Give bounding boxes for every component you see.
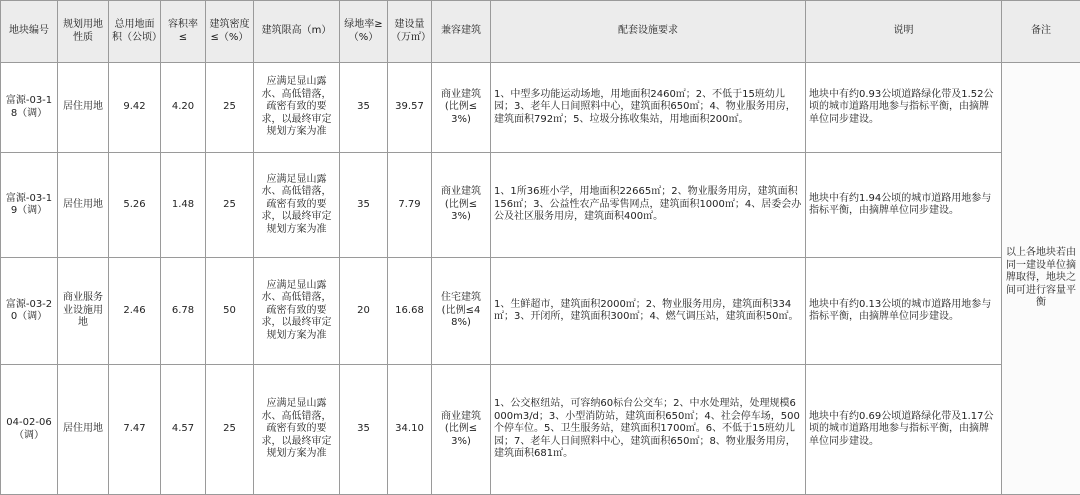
header-height-limit: 建筑限高（m） bbox=[254, 1, 340, 63]
cell-construction-volume: 39.57 bbox=[388, 63, 432, 153]
table-header-row bbox=[1, 1, 1080, 63]
cell-land-use: 居住用地 bbox=[58, 365, 109, 495]
cell-construction-volume: 16.68 bbox=[388, 258, 432, 365]
cell-total-area: 9.42 bbox=[109, 63, 161, 153]
cell-construction-volume: 34.10 bbox=[388, 365, 432, 495]
header-plot-no: 地块编号 bbox=[1, 1, 58, 63]
cell-note: 地块中有约1.94公顷的城市道路用地参与指标平衡，由摘牌单位同步建设。 bbox=[806, 153, 1002, 258]
cell-green-ratio: 35 bbox=[340, 63, 388, 153]
cell-construction-volume: 7.79 bbox=[388, 153, 432, 258]
cell-building-density: 50 bbox=[206, 258, 254, 365]
cell-land-use: 居住用地 bbox=[58, 63, 109, 153]
header-facility-requirements: 配套设施要求 bbox=[491, 1, 806, 63]
header-construction-volume: 建设量（万㎡） bbox=[388, 1, 432, 63]
table-row bbox=[1, 153, 1080, 258]
table-row bbox=[1, 365, 1080, 495]
header-floor-area-ratio: 容积率≤ bbox=[161, 1, 206, 63]
cell-note: 地块中有约0.69公顷道路绿化带及1.17公顷的城市道路用地参与指标平衡，由摘牌单位同步建设。 bbox=[806, 365, 1002, 495]
compatible-ratio: (比例≤3%) bbox=[435, 199, 487, 224]
table-row bbox=[1, 63, 1080, 153]
header-green-ratio: 绿地率≥（%） bbox=[340, 1, 388, 63]
table-row bbox=[1, 258, 1080, 365]
cell-plot-no: 04-02-06（调） bbox=[1, 365, 58, 495]
header-land-use: 规划用地性质 bbox=[58, 1, 109, 63]
cell-plot-no: 富源-03-18（调） bbox=[1, 63, 58, 153]
cell-facility-requirements: 1、生鲜超市，建筑面积2000㎡；2、物业服务用房，建筑面积334㎡；3、开闭所，建筑面积300㎡；4、燃气调压站，建筑面积50㎡。 bbox=[491, 258, 806, 365]
cell-total-area: 5.26 bbox=[109, 153, 161, 258]
cell-green-ratio: 20 bbox=[340, 258, 388, 365]
cell-green-ratio: 35 bbox=[340, 365, 388, 495]
cell-facility-requirements: 1、中型多功能运动场地，用地面积2460㎡；2、不低于15班幼儿园；3、老年人日间照料中心，建筑面积650㎡；4、物业服务用房，建筑面积792㎡；5、垃圾分拣收集站，用地面积200㎡。 bbox=[491, 63, 806, 153]
compatible-ratio: (比例≤3%) bbox=[435, 423, 487, 448]
header-remark: 备注 bbox=[1002, 1, 1080, 63]
cell-floor-area-ratio: 4.57 bbox=[161, 365, 206, 495]
cell-height-limit: 应满足显山露水、高低错落，疏密有致的要求，以最终审定规划方案为准 bbox=[254, 63, 340, 153]
cell-total-area: 2.46 bbox=[109, 258, 161, 365]
compatible-ratio: (比例≤48%) bbox=[435, 305, 487, 330]
cell-floor-area-ratio: 4.20 bbox=[161, 63, 206, 153]
header-total-area: 总用地面积（公顷） bbox=[109, 1, 161, 63]
compatible-type: 商业建筑 bbox=[435, 186, 487, 199]
compatible-type: 住宅建筑 bbox=[435, 292, 487, 305]
header-note: 说明 bbox=[806, 1, 1002, 63]
cell-total-area: 7.47 bbox=[109, 365, 161, 495]
header-compatible-building: 兼容建筑 bbox=[432, 1, 491, 63]
cell-land-use: 商业服务业设施用地 bbox=[58, 258, 109, 365]
cell-plot-no: 富源-03-19（调） bbox=[1, 153, 58, 258]
cell-floor-area-ratio: 6.78 bbox=[161, 258, 206, 365]
compatible-type: 商业建筑 bbox=[435, 89, 487, 102]
cell-compatible-building bbox=[432, 365, 491, 495]
cell-note: 地块中有约0.93公顷道路绿化带及1.52公顷的城市道路用地参与指标平衡，由摘牌单位同步建设。 bbox=[806, 63, 1002, 153]
cell-land-use: 居住用地 bbox=[58, 153, 109, 258]
cell-compatible-building bbox=[432, 63, 491, 153]
cell-facility-requirements: 1、公交枢纽站，可容纳60标台公交车；2、中水处理站，处理规模6000m3/d；3、小型消防站，建筑面积650㎡；4、社会停车场，500个停车位。5、卫生服务站，建筑面积1700㎡。6、不低于15班幼儿园；7、老年人日间照料中心，建筑面积650㎡；8、物业服务用房，建筑面积681㎡。 bbox=[491, 365, 806, 495]
cell-building-density: 25 bbox=[206, 365, 254, 495]
cell-compatible-building bbox=[432, 258, 491, 365]
compatible-type: 商业建筑 bbox=[435, 411, 487, 424]
cell-height-limit: 应满足显山露水、高低错落，疏密有致的要求，以最终审定规划方案为准 bbox=[254, 365, 340, 495]
cell-building-density: 25 bbox=[206, 63, 254, 153]
cell-plot-no: 富源-03-20（调） bbox=[1, 258, 58, 365]
cell-height-limit: 应满足显山露水、高低错落，疏密有致的要求，以最终审定规划方案为准 bbox=[254, 258, 340, 365]
cell-height-limit: 应满足显山露水、高低错落，疏密有致的要求，以最终审定规划方案为准 bbox=[254, 153, 340, 258]
header-building-density: 建筑密度≤（%） bbox=[206, 1, 254, 63]
cell-building-density: 25 bbox=[206, 153, 254, 258]
cell-facility-requirements: 1、1所36班小学，用地面积22665㎡；2、物业服务用房，建筑面积156㎡；3、公益性农产品零售网点，建筑面积1000㎡；4、居委会办公及社区服务用房，建筑面积400㎡。 bbox=[491, 153, 806, 258]
cell-floor-area-ratio: 1.48 bbox=[161, 153, 206, 258]
cell-note: 地块中有约0.13公顷的城市道路用地参与指标平衡，由摘牌单位同步建设。 bbox=[806, 258, 1002, 365]
cell-remark: 以上各地块若由同一建设单位摘牌取得，地块之间可进行容量平衡 bbox=[1002, 63, 1080, 495]
cell-green-ratio: 35 bbox=[340, 153, 388, 258]
compatible-ratio: (比例≤3%) bbox=[435, 101, 487, 126]
cell-compatible-building bbox=[432, 153, 491, 258]
